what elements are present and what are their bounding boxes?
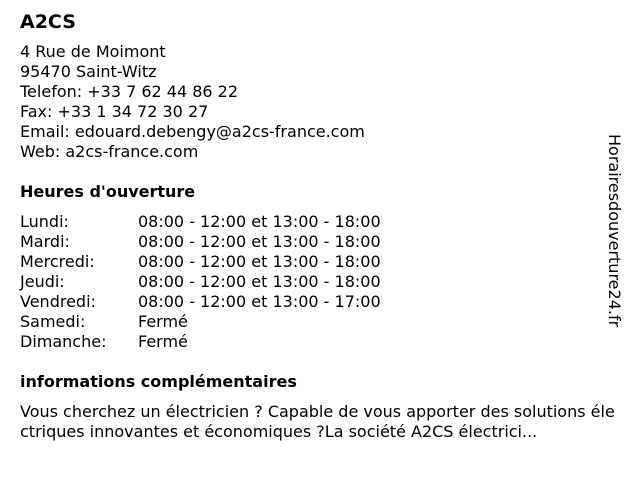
business-name: A2CS — [20, 11, 76, 33]
email-line: Email: edouard.debengy@a2cs-france.com — [20, 122, 365, 141]
hours-day-label: Jeudi: — [20, 272, 65, 291]
business-card — [20, 10, 620, 442]
hours-time-value: Fermé — [138, 312, 188, 331]
info-text: Vous cherchez un électricien ? Capable de vous apporter des solutions électriques innovantes et économiques ?La société A2CS électrici... — [20, 402, 615, 441]
hours-time-value: 08:00 - 12:00 et 13:00 - 18:00 — [138, 272, 381, 291]
fax-line: Fax: +33 1 34 72 30 27 — [20, 102, 209, 121]
phone-line: Telefon: +33 7 62 44 86 22 — [20, 82, 239, 101]
hours-row-tuesday — [20, 232, 620, 252]
hours-row-friday — [20, 292, 620, 312]
hours-day-label: Vendredi: — [20, 292, 96, 311]
hours-title: Heures d'ouverture — [20, 182, 196, 201]
hours-time-value: 08:00 - 12:00 et 13:00 - 18:00 — [138, 212, 381, 231]
hours-row-saturday — [20, 312, 620, 332]
hours-row-monday — [20, 212, 620, 232]
hours-row-sunday — [20, 332, 620, 352]
hours-day-label: Dimanche: — [20, 332, 107, 351]
hours-row-wednesday — [20, 252, 620, 272]
hours-day-label: Lundi: — [20, 212, 69, 231]
hours-time-value: Fermé — [138, 332, 188, 351]
hours-day-label: Mardi: — [20, 232, 70, 251]
hours-table — [20, 212, 620, 352]
hours-row-thursday — [20, 272, 620, 292]
address-line-1: 4 Rue de Moimont — [20, 42, 166, 61]
address-line-2: 95470 Saint-Witz — [20, 62, 157, 81]
hours-day-label: Samedi: — [20, 312, 86, 331]
hours-time-value: 08:00 - 12:00 et 13:00 - 18:00 — [138, 252, 381, 271]
site-watermark: Horairesdouverture24.fr — [605, 134, 624, 328]
hours-time-value: 08:00 - 12:00 et 13:00 - 17:00 — [138, 292, 381, 311]
hours-day-label: Mercredi: — [20, 252, 95, 271]
hours-time-value: 08:00 - 12:00 et 13:00 - 18:00 — [138, 232, 381, 251]
web-line: Web: a2cs-france.com — [20, 142, 199, 161]
info-title: informations complémentaires — [20, 372, 297, 391]
